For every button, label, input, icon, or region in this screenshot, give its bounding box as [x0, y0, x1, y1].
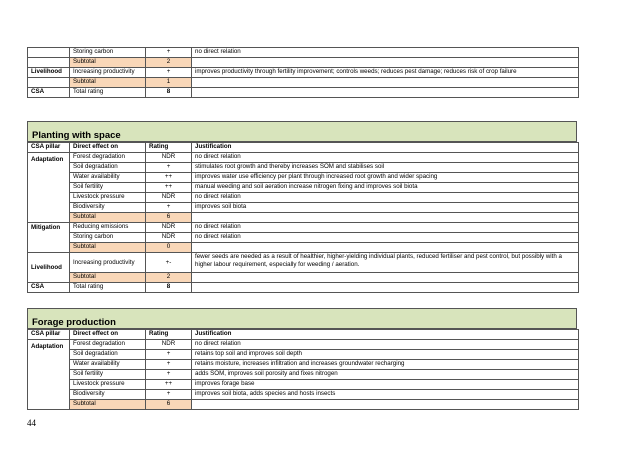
justification-cell: retains top soil and improves soil depth — [192, 350, 579, 360]
subtotal-row — [28, 58, 579, 68]
effect-cell: Storing carbon — [70, 48, 146, 58]
justification-cell: no direct relation — [192, 340, 579, 350]
subtotal-label: Subtotal — [70, 58, 146, 68]
total-label: Total rating — [70, 283, 146, 293]
subtotal-label: Subtotal — [70, 243, 146, 253]
rating-cell: +- — [146, 253, 192, 273]
table-row — [28, 350, 579, 360]
subtotal-value: 2 — [146, 273, 192, 283]
table-row — [28, 390, 579, 400]
table-row — [28, 223, 579, 233]
rating-cell: NDR — [146, 193, 192, 203]
total-value: 8 — [146, 283, 192, 293]
pillar-adaptation: Adaptation — [28, 153, 70, 223]
effect-cell: Water availability — [70, 360, 146, 370]
pillar-adaptation: Adaptation — [28, 340, 70, 410]
table-row — [28, 253, 579, 273]
effect-cell: Forest degradation — [70, 340, 146, 350]
header-effect: Direct effect on — [70, 143, 146, 153]
header-row — [28, 143, 579, 153]
table-row — [28, 68, 579, 78]
justification-cell: improves productivity through fertility improvement; controls weeds; reduces pest damage; reduces risk of crop failure — [192, 68, 579, 78]
rating-cell: NDR — [146, 233, 192, 243]
rating-cell: + — [146, 203, 192, 213]
header-justification: Justification — [192, 330, 579, 340]
effect-cell: Water availability — [70, 173, 146, 183]
total-label: Total rating — [70, 88, 146, 98]
header-pillar: CSA pillar — [28, 330, 70, 340]
effect-cell: Increasing productivity — [70, 68, 146, 78]
rating-cell: NDR — [146, 340, 192, 350]
rating-cell: + — [146, 370, 192, 380]
pillar-cell: CSA — [28, 88, 70, 98]
total-value: 8 — [146, 88, 192, 98]
effect-cell: Biodiversity — [70, 203, 146, 213]
total-row — [28, 88, 579, 98]
rating-cell: + — [146, 68, 192, 78]
effect-cell: Forest degradation — [70, 153, 146, 163]
pillar-csa: CSA — [28, 283, 70, 293]
total-row — [28, 283, 579, 293]
effect-cell: Livestock pressure — [70, 193, 146, 203]
table-row — [28, 360, 579, 370]
subtotal-row — [28, 243, 579, 253]
continued-table — [27, 47, 579, 98]
rating-cell: ++ — [146, 183, 192, 193]
justification-cell: improves soil biota — [192, 203, 579, 213]
rating-cell: ++ — [146, 380, 192, 390]
section-title-planting: Planting with space — [27, 121, 577, 142]
table-row — [28, 370, 579, 380]
justification-cell: no direct relation — [192, 48, 579, 58]
table-row — [28, 163, 579, 173]
table-row — [28, 183, 579, 193]
rating-cell: NDR — [146, 223, 192, 233]
effect-cell: Soil degradation — [70, 163, 146, 173]
subtotal-value: 2 — [146, 58, 192, 68]
section-title-forage: Forage production — [27, 308, 577, 329]
effect-cell: Biodiversity — [70, 390, 146, 400]
header-row — [28, 330, 579, 340]
rating-cell: + — [146, 350, 192, 360]
rating-cell: + — [146, 390, 192, 400]
subtotal-row — [28, 273, 579, 283]
subtotal-value: 6 — [146, 400, 192, 410]
table-row — [28, 340, 579, 350]
table-row — [28, 193, 579, 203]
effect-cell: Soil fertility — [70, 183, 146, 193]
justification-cell: retains moisture, increases infiltration and increases groundwater recharging — [192, 360, 579, 370]
rating-cell: NDR — [146, 153, 192, 163]
justification-cell: improves soil biota, adds species and hosts insects — [192, 390, 579, 400]
table-row — [28, 203, 579, 213]
forage-table — [27, 329, 579, 410]
table-row — [28, 380, 579, 390]
rating-cell: + — [146, 48, 192, 58]
rating-cell: + — [146, 360, 192, 370]
justification-cell: no direct relation — [192, 153, 579, 163]
subtotal-row — [28, 213, 579, 223]
pillar-cell: Livelihood — [28, 68, 70, 78]
subtotal-label: Subtotal — [70, 400, 146, 410]
effect-cell: Soil fertility — [70, 370, 146, 380]
subtotal-label: Subtotal — [70, 213, 146, 223]
header-pillar: CSA pillar — [28, 143, 70, 153]
header-rating: Rating — [146, 330, 192, 340]
rating-cell: ++ — [146, 173, 192, 183]
subtotal-label: Subtotal — [70, 273, 146, 283]
table-row — [28, 233, 579, 243]
subtotal-value: 6 — [146, 213, 192, 223]
effect-cell: Livestock pressure — [70, 380, 146, 390]
header-justification: Justification — [192, 143, 579, 153]
justification-cell: adds SOM, improves soil porosity and fixes nitrogen — [192, 370, 579, 380]
table-row — [28, 48, 579, 58]
effect-cell: Soil degradation — [70, 350, 146, 360]
justification-cell: no direct relation — [192, 223, 579, 233]
subtotal-value: 1 — [146, 78, 192, 88]
justification-cell: stimulates root growth and thereby increases SOM and stabilises soil — [192, 163, 579, 173]
header-rating: Rating — [146, 143, 192, 153]
justification-cell: manual weeding and soil aeration increase nitrogen fixing and improves soil biota — [192, 183, 579, 193]
justification-cell: no direct relation — [192, 193, 579, 203]
rating-cell: + — [146, 163, 192, 173]
subtotal-label: Subtotal — [70, 78, 146, 88]
justification-cell: improves water use efficiency per plant through increased root growth and wider spacing — [192, 173, 579, 183]
table-row — [28, 153, 579, 163]
justification-cell: improves forage base — [192, 380, 579, 390]
effect-cell: Increasing productivity — [70, 253, 146, 273]
header-effect: Direct effect on — [70, 330, 146, 340]
subtotal-row — [28, 78, 579, 88]
pillar-mitigation: Mitigation — [28, 223, 70, 253]
justification-cell: fewer seeds are needed as a result of healthier, higher-yielding individual plants, reduced fertiliser and pest control, but possibly with a higher labour requirement, especially for weeding / aeration. — [192, 253, 579, 273]
subtotal-value: 0 — [146, 243, 192, 253]
table-row — [28, 173, 579, 183]
page-number: 44 — [27, 418, 36, 428]
subtotal-row — [28, 400, 579, 410]
effect-cell: Reducing emissions — [70, 223, 146, 233]
planting-table — [27, 142, 579, 293]
pillar-livelihood: Livelihood — [28, 253, 70, 283]
justification-cell: no direct relation — [192, 233, 579, 243]
effect-cell: Storing carbon — [70, 233, 146, 243]
